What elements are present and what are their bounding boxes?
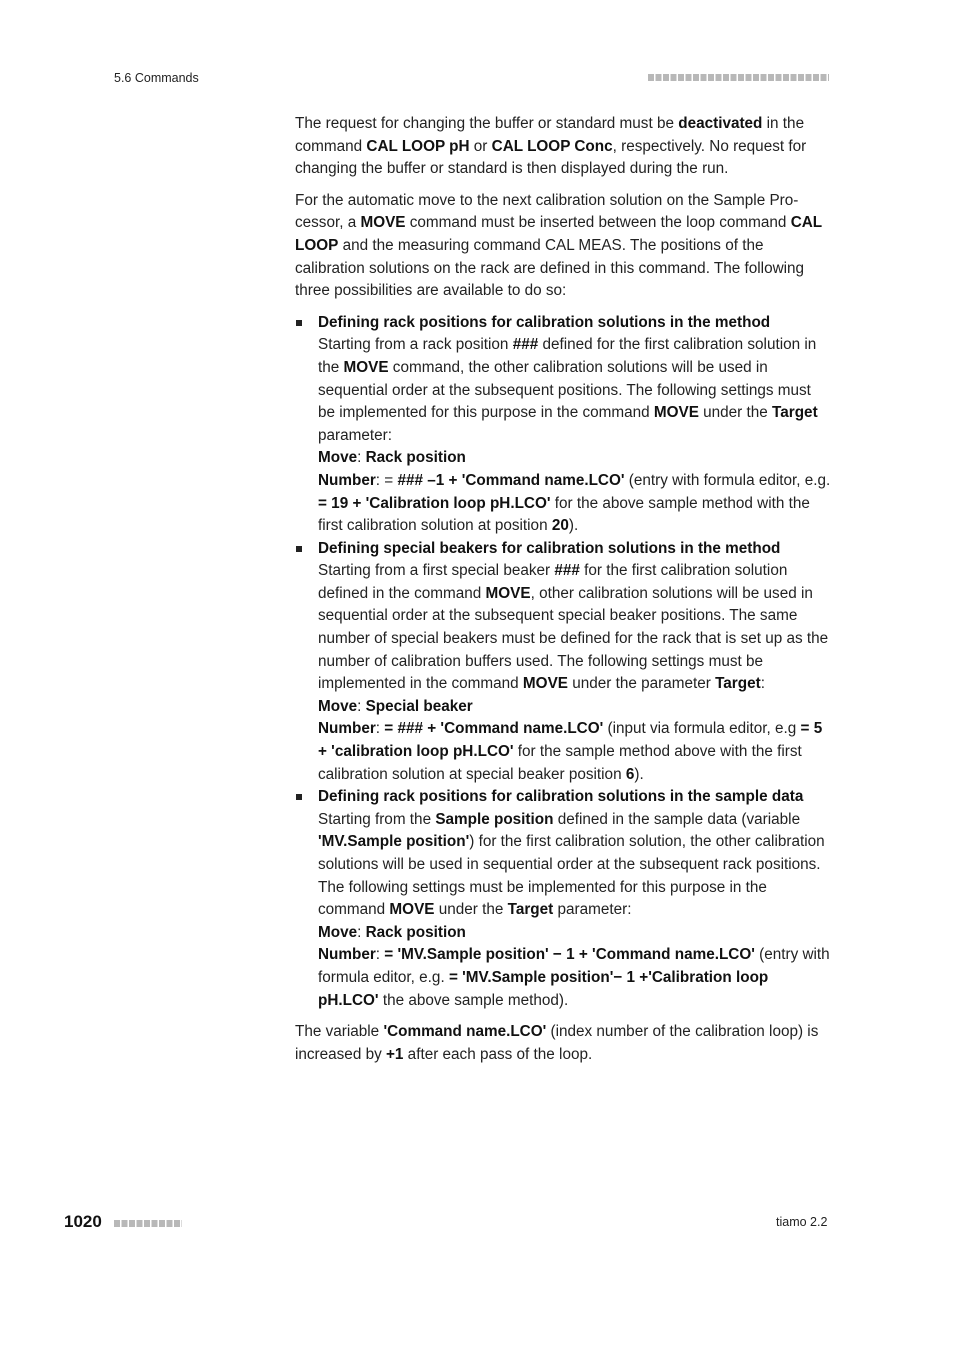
item-title: Defining rack positions for calibration solutions in the sample data xyxy=(318,788,804,806)
list-item-rack-positions-sample-data: Defining rack positions for calibration solutions in the sample data Starting from the Sample position defined in the sample data (variable 'MV.Sample position') for the first calibration solution, the other calibration solutions will be used in sequential order at the subsequent rack positions. The following settings must be implemented for this purpose in the command MOVE under the Target parameter: Move: Rack position Number: = 'MV.Sample position' − 1 + 'Command name.LCO' (entry with formula editor, e.g. = 'MV.Sample position'− 1 +'Calibration loop pH.LCO' the above sample method). xyxy=(295,786,831,1012)
running-header-section: 5.6 Commands xyxy=(114,71,199,85)
list-item-rack-positions-method: Defining rack positions for calibration solutions in the method Starting from a rack position ### defined for the first calibration solution in the MOVE command, the other calibration solutions will be used in sequential order at the subsequent positions. The following settings must be implemented for this purpose in the command MOVE under the Target parameter: Move: Rack position Number: = ### –1 + 'Command name.LCO' (entry with formula editor, e.g. = 19 + 'Calibration loop pH.LCO' for the above sample method with the first calibration solution at position 20). xyxy=(295,312,831,538)
paragraph-automatic-move: For the automatic move to the next calibration solution on the Sample Processor, a MOVE command must be inserted between the loop command CAL LOOP and the measuring command CAL MEAS. The positions of the calibration solutions on the rack are defined in this command. The following three possibilities are available to do so: xyxy=(295,191,822,300)
footer-dots-decoration xyxy=(114,1220,182,1227)
product-name: tiamo 2.2 xyxy=(776,1215,828,1229)
list-item-special-beakers-method: Defining special beakers for calibration solutions in the method Starting from a first special beaker ### for the first calibration solution defined in the command MOVE, other calibration solutions will be used in sequential order at the subsequent special beaker positions. The same number of special beakers must be defined for the rack that is set up as the number of calibration buffers used. The following settings must be implemented in the command MOVE under the parameter Target: Move: Special beaker Number: = ### + 'Command name.LCO' (input via formula editor, e.g = 5 + 'calibration loop pH.LCO' for the sample method above with the first calibration solution at special beaker position 6). xyxy=(295,538,831,787)
square-bullet-icon xyxy=(296,320,302,326)
item-title: Defining special beakers for calibration solutions in the method xyxy=(318,539,781,557)
paragraph-buffer-request: The request for changing the buffer or standard must be deactivated in the command CAL LOOP pH or CAL LOOP Conc, respectively. No request for changing the buffer or standard is then displayed during the run. xyxy=(295,115,807,178)
item-title: Defining rack positions for calibration solutions in the method xyxy=(318,313,771,331)
possibilities-list xyxy=(295,312,831,1012)
square-bullet-icon xyxy=(296,546,302,552)
paragraph-loop-variable: The variable 'Command name.LCO' (index number of the calibration loop) is increased by +1 after each pass of the loop. xyxy=(295,1023,819,1063)
header-dots-decoration xyxy=(648,74,829,81)
main-content xyxy=(295,113,831,1075)
page-number: 1020 xyxy=(64,1212,102,1231)
square-bullet-icon xyxy=(296,794,302,800)
